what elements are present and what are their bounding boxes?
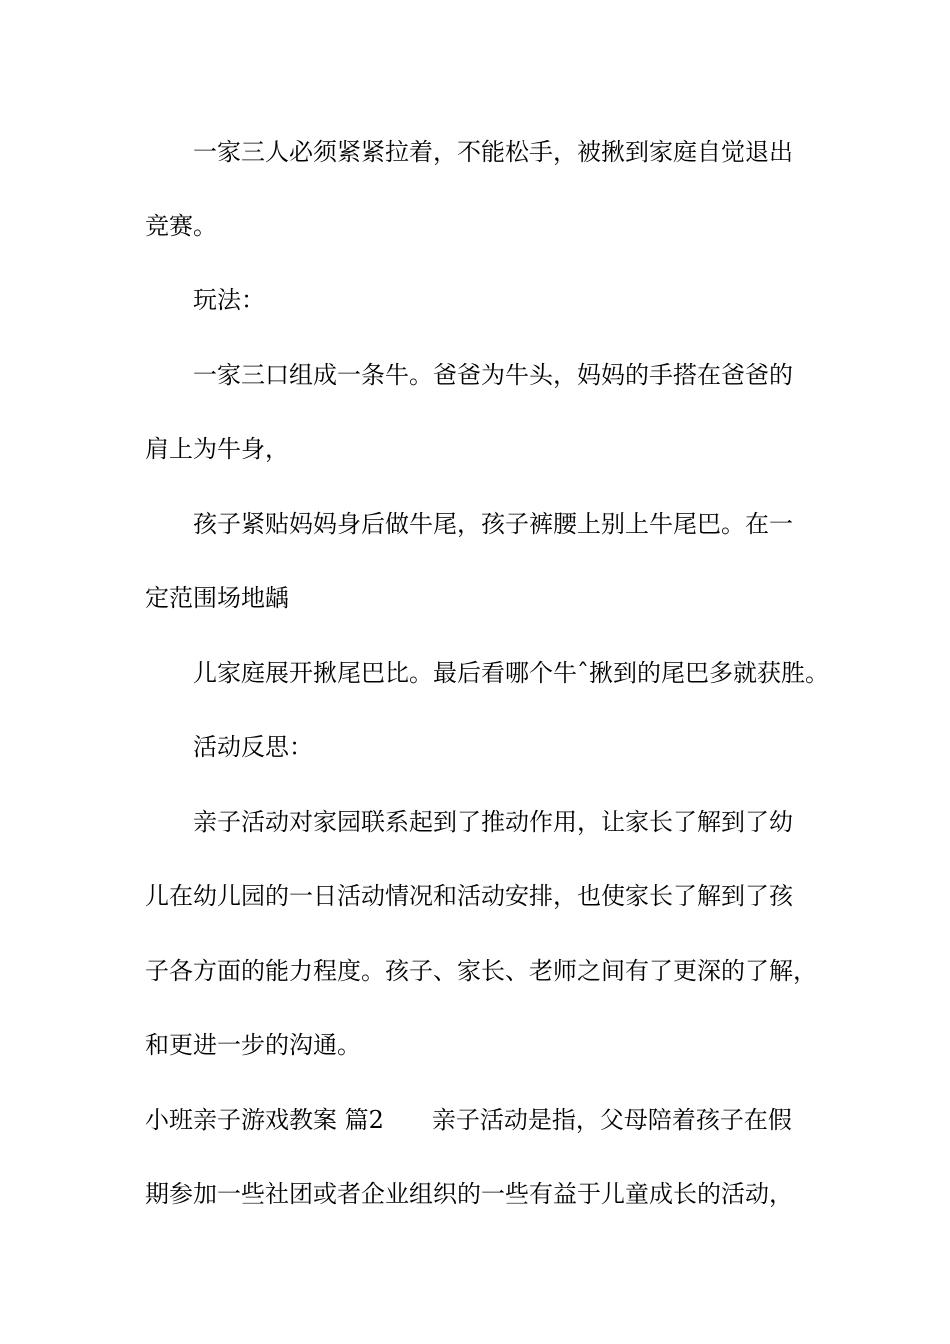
paragraph-line: 亲子活动对家园联系起到了推动作用，让家长了解到了幼 <box>193 808 793 836</box>
section-first-line: 亲子活动是指，父母陪着孩子在假 <box>431 1106 792 1134</box>
paragraph-line: 一家三人必须紧紧拉着，不能松手，被揪到家庭自觉退出 <box>193 138 793 166</box>
paragraph-line: 儿在幼儿园的一日活动情况和活动安排，也使家长了解到了孩 <box>145 882 793 910</box>
paragraph-line: 期参加一些社团或者企业组织的一些有益于儿童成长的活动， <box>145 1180 793 1208</box>
subheading-gameplay: 玩法： <box>193 286 265 314</box>
section-heading: 小班亲子游戏教案 篇2 <box>145 1106 384 1134</box>
paragraph-line: 定范围场地龋 <box>145 584 289 612</box>
paragraph-line: 肩上为牛身， <box>145 435 289 463</box>
paragraph-line: 竞赛。 <box>145 212 217 240</box>
subheading-reflection: 活动反思： <box>193 733 313 761</box>
paragraph-line: 和更进一步的沟通。 <box>145 1031 361 1059</box>
paragraph-line: 一家三口组成一条牛。爸爸为牛头，妈妈的手搭在爸爸的 <box>193 361 793 389</box>
paragraph-line: 儿家庭展开揪尾巴比。最后看哪个牛ˆ揪到的尾巴多就获胜。 <box>193 659 829 687</box>
paragraph-line: 子各方面的能力程度。孩子、家长、老师之间有了更深的了解， <box>145 957 817 985</box>
section-heading-line <box>145 1105 792 1135</box>
paragraph-line: 孩子紧贴妈妈身后做牛尾，孩子裤腰上别上牛尾巴。在一 <box>193 510 793 538</box>
